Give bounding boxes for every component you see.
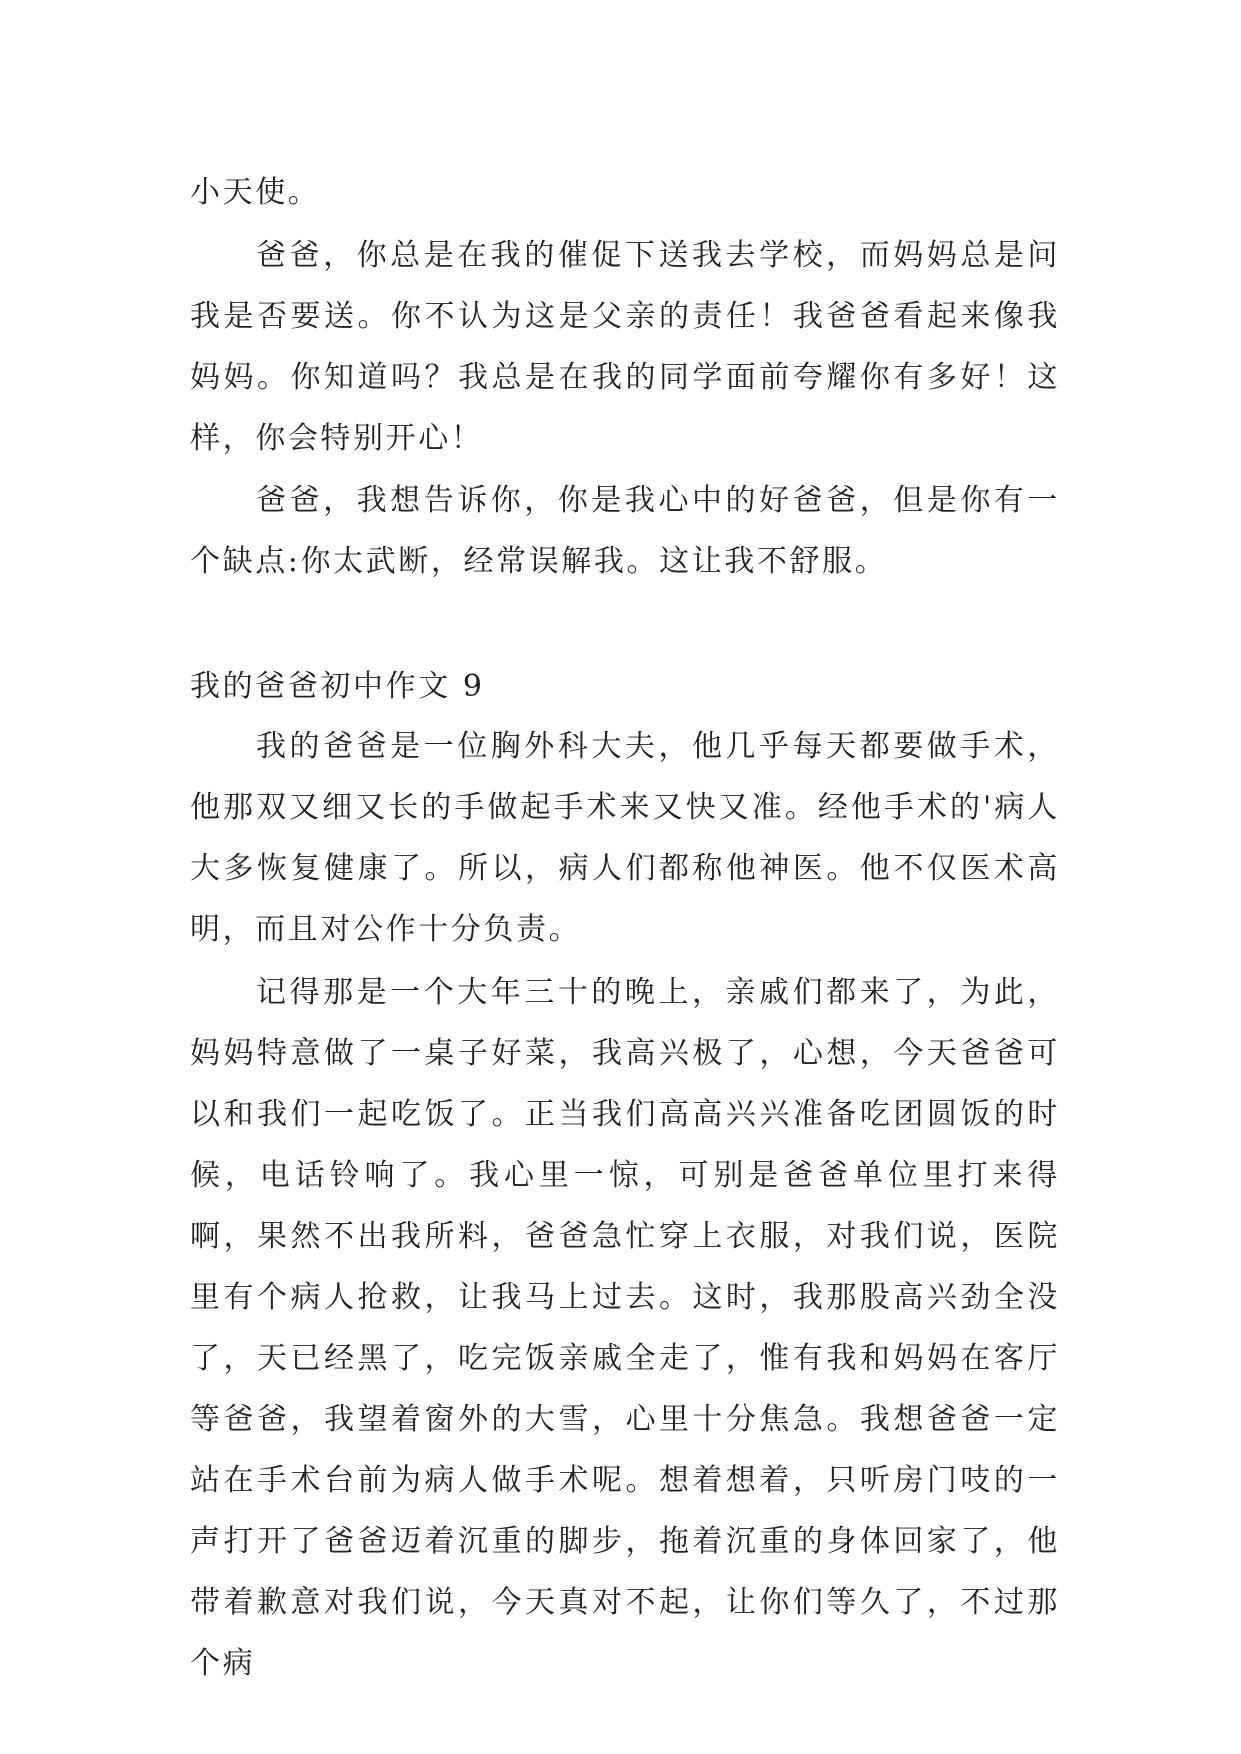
continuation-line: 小天使。: [190, 175, 321, 210]
document-body: [190, 156, 1060, 1694]
paragraph: 我的爸爸是一位胸外科大夫，他几乎每天都要做手术，他那双又细又长的手做起手术来又快又准。经他手术的'病人大多恢复健康了。所以，病人们都称他神医。他不仅医术高明，而且对公作十分负责。: [190, 729, 1060, 947]
section-gap: [190, 592, 1060, 656]
paragraph: 记得那是一个大年三十的晚上，亲戚们都来了，为此，妈妈特意做了一桌子好菜，我高兴极了，心想，今天爸爸可以和我们一起吃饭了。正当我们高高兴兴准备吃团圆饭的时候，电话铃响了。我心里一惊，可别是爸爸单位里打来得啊，果然不出我所料，爸爸急忙穿上衣服，对我们说，医院里有个病人抢救，让我马上过去。这时，我那股高兴劲全没了，天已经黑了，吃完饭亲戚全走了，惟有我和妈妈在客厅等爸爸，我望着窗外的大雪，心里十分焦急。我想爸爸一定站在手术台前为病人做手术呢。想着想着，只听房门吱的一声打开了爸爸迈着沉重的脚步，拖着沉重的身体回家了，他带着歉意对我们说，今天真对不起，让你们等久了，不过那个病: [190, 975, 1060, 1681]
essay-heading: 我的爸爸初中作文 9: [190, 669, 485, 704]
paragraph: 爸爸，你总是在我的催促下送我去学校，而妈妈总是问我是否要送。你不认为这是父亲的责任！我爸爸看起来像我妈妈。你知道吗？我总是在我的同学面前夸耀你有多好！这样，你会特别开心！: [190, 238, 1060, 456]
paragraph: 爸爸，我想告诉你，你是我心中的好爸爸，但是你有一个缺点:你太武断，经常误解我。这让我不舒服。: [190, 483, 1060, 579]
